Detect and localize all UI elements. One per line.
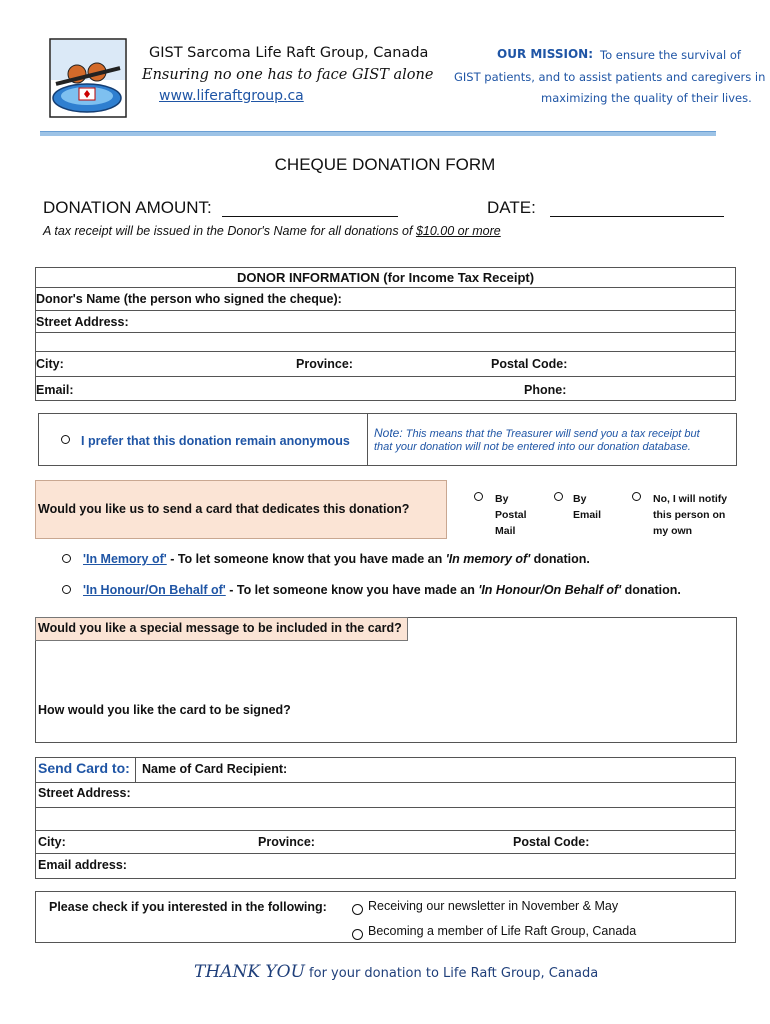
postal-line-3: Mail (495, 525, 516, 537)
thank-you-text: THANK YOU (194, 962, 305, 982)
mission-label: OUR MISSION: (497, 47, 594, 61)
notify-line-2: this person on (653, 509, 726, 521)
form-title: CHEQUE DONATION FORM (274, 155, 496, 174)
tagline: Ensuring no one has to face GIST alone (142, 67, 434, 83)
in-memory-radio[interactable] (62, 554, 71, 563)
note-text-2: that your donation will not be entered into our donation database. (374, 441, 691, 453)
in-memory-option (83, 552, 590, 566)
tax-note-amount: $10.00 or more (415, 224, 501, 238)
in-memory-term: 'In Memory of' (83, 552, 167, 566)
header-divider (40, 131, 716, 136)
mission-line-3: maximizing the quality of their lives. (541, 91, 752, 105)
notify-own-radio[interactable] (632, 492, 641, 501)
newsletter-option: Receiving our newsletter in November & May (368, 899, 619, 913)
email-line-1: By (573, 493, 587, 505)
donor-phone-label: Phone: (524, 383, 567, 397)
interests-prompt: Please check if you interested in the following: (49, 900, 327, 914)
in-memory-desc: - To let someone know that you have made an (166, 552, 446, 566)
in-memory-end: donation. (530, 552, 590, 566)
in-memory-em: 'In memory of' (445, 552, 531, 566)
in-honour-radio[interactable] (62, 585, 71, 594)
tax-note-text: A tax receipt will be issued in the Donor's Name for all donations of (43, 224, 416, 238)
donor-city-label: City: (36, 357, 64, 371)
footer-rest: for your donation to Life Raft Group, Canada (304, 966, 599, 981)
newsletter-radio[interactable] (352, 904, 363, 915)
by-postal-mail-radio[interactable] (474, 492, 483, 501)
donation-amount-field[interactable] (222, 216, 398, 217)
life-raft-logo-icon (49, 38, 127, 118)
in-honour-term: 'In Honour/On Behalf of' (83, 583, 226, 597)
notify-own-label (653, 491, 727, 539)
in-honour-desc: - To let someone know you have made an (225, 583, 479, 597)
mission-line-2: GIST patients, and to assist patients and caregivers in (454, 70, 766, 84)
anonymous-note (374, 426, 700, 440)
donor-section-title: DONOR INFORMATION (for Income Tax Receipt) (236, 270, 535, 285)
dedication-question: Would you like us to send a card that dedicates this donation? (38, 502, 410, 516)
in-honour-end: donation. (621, 583, 681, 597)
donor-postal-label: Postal Code: (491, 357, 568, 371)
date-field[interactable] (550, 216, 724, 217)
mission-line-1: To ensure the survival of (600, 48, 741, 62)
recipient-province-label: Province: (258, 835, 315, 849)
recipient-postal-label: Postal Code: (513, 835, 590, 849)
notify-line-1: No, I will notify (653, 493, 728, 505)
postal-line-1: By (495, 493, 509, 505)
recipient-email-label: Email address: (38, 858, 127, 872)
anonymous-option-label: I prefer that this donation remain anonymous (81, 434, 350, 448)
email-line-2: Email (573, 509, 602, 521)
date-label: DATE: (487, 198, 536, 217)
logo (49, 38, 127, 118)
message-question: Would you like a special message to be included in the card? (38, 621, 402, 635)
donor-email-label: Email: (36, 383, 74, 397)
send-card-section (35, 757, 736, 879)
in-honour-option (83, 583, 681, 597)
by-email-radio[interactable] (554, 492, 563, 501)
postal-line-2: Postal (495, 509, 527, 521)
donor-province-label: Province: (296, 357, 353, 371)
note-label: Note: (374, 426, 403, 440)
website-link[interactable]: www.liferaftgroup.ca (159, 88, 304, 104)
donor-street-label: Street Address: (36, 315, 129, 329)
membership-option: Becoming a member of Life Raft Group, Canada (368, 924, 637, 938)
send-card-label: Send Card to: (38, 760, 130, 776)
thank-you-footer (194, 962, 598, 982)
donor-name-label: Donor's Name (the person who signed the cheque): (36, 292, 342, 306)
donation-amount-label: DONATION AMOUNT: (43, 198, 212, 217)
by-email-label (573, 491, 601, 523)
membership-radio[interactable] (352, 929, 363, 940)
notify-line-3: my own (653, 525, 693, 537)
recipient-city-label: City: (38, 835, 66, 849)
tax-receipt-note (43, 224, 501, 238)
card-signed-question: How would you like the card to be signed? (38, 703, 291, 717)
in-honour-em: 'In Honour/On Behalf of' (478, 583, 622, 597)
recipient-street-label: Street Address: (38, 786, 131, 800)
anonymous-radio[interactable] (61, 435, 70, 444)
note-text-1: This means that the Treasurer will send you a tax receipt but (402, 428, 700, 440)
by-postal-mail-label (495, 491, 527, 539)
org-name: GIST Sarcoma Life Raft Group, Canada (149, 45, 429, 61)
recipient-name-label: Name of Card Recipient: (142, 762, 288, 776)
